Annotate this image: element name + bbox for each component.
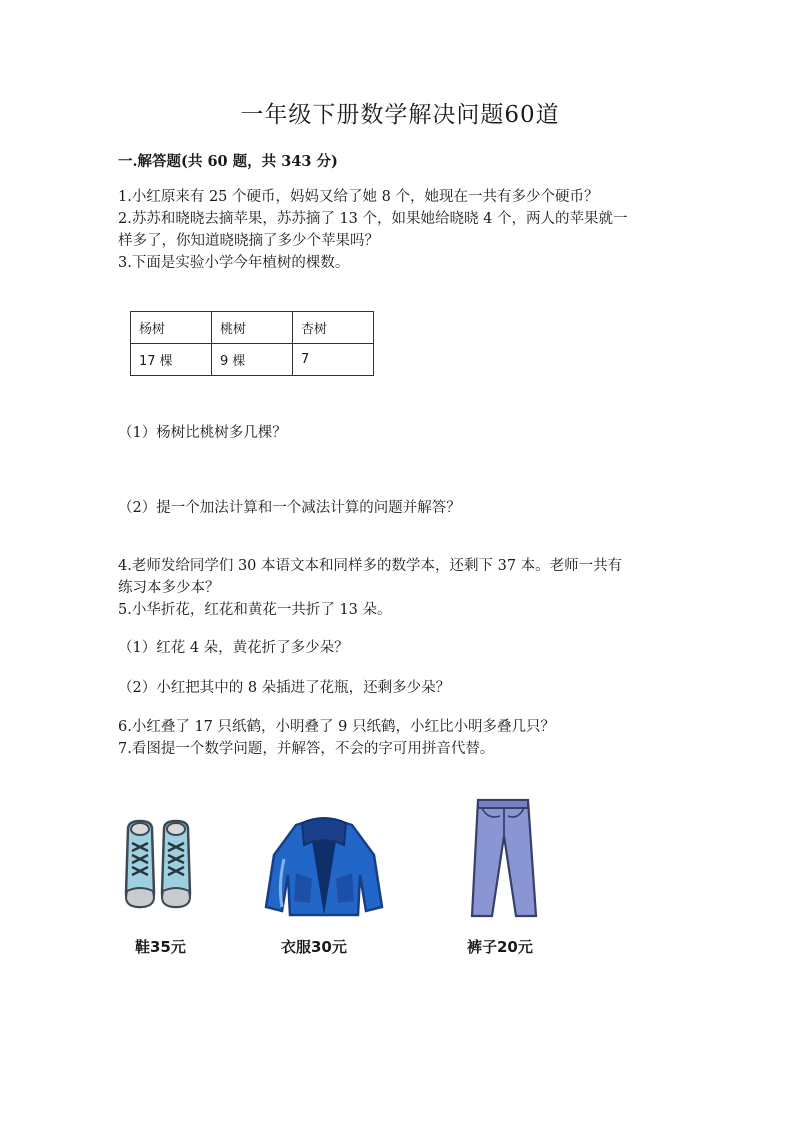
pants-price-label: 裤子20元 xyxy=(467,938,533,956)
question-6: 6.小红叠了 17 只纸鹤，小明叠了 9 只纸鹤，小红比小明多叠几只？ xyxy=(118,719,555,735)
table-cell: 7 xyxy=(293,344,374,376)
tree-count-table xyxy=(130,311,374,376)
page-title: 一年级下册数学解决问题60道 xyxy=(240,102,560,128)
table-header-cell: 杏树 xyxy=(293,312,374,344)
shoes-price-label: 鞋35元 xyxy=(135,938,186,956)
question-2-line-1: 2.苏苏和晓晓去摘苹果，苏苏摘了 13 个，如果她给晓晓 4 个，两人的苹果就一 xyxy=(118,211,628,227)
pants-item xyxy=(464,796,544,926)
question-5-sub-1: （1）红花 4 朵，黄花折了多少朵？ xyxy=(118,640,349,656)
question-3-sub-1: （1）杨树比桃树多几棵？ xyxy=(118,425,287,441)
jacket-icon xyxy=(262,815,386,919)
table-header-cell: 杨树 xyxy=(131,312,212,344)
section-header: 一.解答题(共 60 题，共 343 分) xyxy=(118,153,338,170)
question-2-line-2: 样多了，你知道晓晓摘了多少个苹果吗？ xyxy=(118,233,379,249)
question-4-line-1: 4.老师发给同学们 30 本语文本和同样多的数学本，还剩下 37 本。老师一共有 xyxy=(118,558,623,574)
shoes-item xyxy=(120,815,200,919)
pants-icon xyxy=(464,796,544,922)
jacket-price-label: 衣服30元 xyxy=(281,938,347,956)
table-header-row xyxy=(131,312,374,344)
question-4-line-2: 练习本多少本？ xyxy=(118,580,220,596)
question-7: 7.看图提一个数学问题，并解答，不会的字可用拼音代替。 xyxy=(118,741,495,757)
shoes-icon xyxy=(120,815,200,915)
table-cell: 17 棵 xyxy=(131,344,212,376)
table-header-cell: 桃树 xyxy=(212,312,293,344)
question-3: 3.下面是实验小学今年植树的棵数。 xyxy=(118,255,350,271)
table-row xyxy=(131,344,374,376)
question-1: 1.小红原来有 25 个硬币，妈妈又给了她 8 个，她现在一共有多少个硬币？ xyxy=(118,189,599,205)
question-3-sub-2: （2）提一个加法计算和一个减法计算的问题并解答？ xyxy=(118,500,461,516)
question-5: 5.小华折花，红花和黄花一共折了 13 朵。 xyxy=(118,602,392,618)
table-cell: 9 棵 xyxy=(212,344,293,376)
question-5-sub-2: （2）小红把其中的 8 朵插进了花瓶，还剩多少朵？ xyxy=(118,680,451,696)
jacket-item xyxy=(262,815,386,923)
